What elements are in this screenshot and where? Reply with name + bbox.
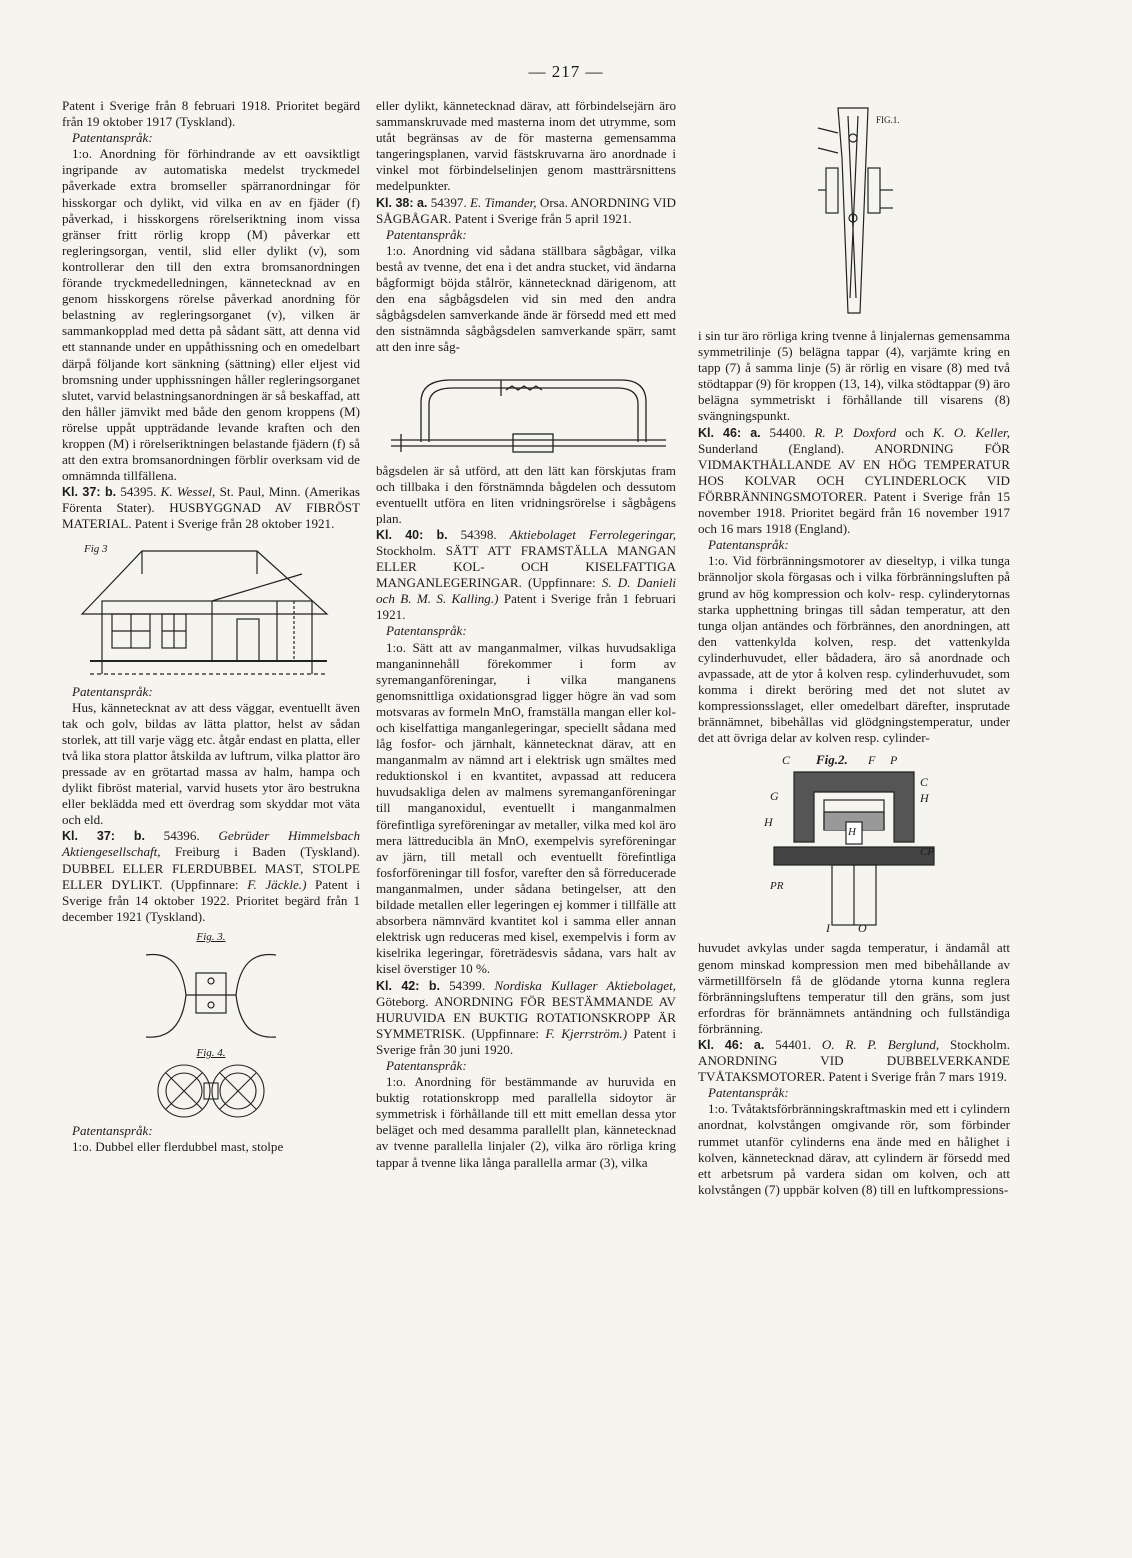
- mast-figures: [126, 929, 296, 1123]
- fig4-label: Fig. 4.: [196, 1047, 226, 1060]
- figure-label: Fig 3: [84, 542, 108, 555]
- inventor-name: F. Kjerrström.): [545, 1025, 628, 1041]
- patent-details: Sunderland (England). ANORDNING FÖR VIDMAKTHÅLLANDE AV EN HÖG TEMPERATUR HOS KOLVAR OCH CYLINDERLOCK VID FÖRBRÄNNINGSMOTORER. Patent i Sverige från 15 november 1918. Prioritet begärd från 16 november 1917 och 16 mars 1918 (England).: [698, 440, 1010, 537]
- patent-details-2: Patent i Sverige från 1 februari 1921.: [376, 591, 676, 623]
- patentee-name: O. R. P. Berglund,: [821, 1037, 940, 1052]
- letter-h-left: H: [764, 815, 773, 830]
- class-label: Kl. 37: b.: [62, 829, 145, 844]
- conjunction: och: [905, 424, 925, 440]
- patent-entry-54397: [376, 195, 676, 227]
- patent-entry-54398: [376, 527, 676, 624]
- figure-label: FIG.1.: [876, 115, 900, 125]
- patent-entry-54395: [62, 484, 360, 532]
- patentee-name: Aktiebolaget Ferrolegeringar,: [509, 526, 677, 542]
- patent-number: 54401.: [775, 1037, 812, 1052]
- claims-heading: Patentanspråk:: [386, 226, 467, 242]
- page-number: — 217 —: [528, 62, 604, 81]
- class-label: Kl. 46: a.: [698, 425, 761, 440]
- claims-heading: Patentanspråk:: [708, 1085, 789, 1101]
- claim-text: 1:o. Anordning för bestämmande av huruvida en buktig rotationskropp med parallella sidoytor är symmetrisk i förhållande till ett mitt emellan dessa ytor beläget och med desamma parallellt plan, kännetecknad av tvenne parallella linjaler (2), vilka äro rörliga kring tappar å tvenne lika långa parallella armar (3), vilka: [376, 1074, 676, 1170]
- letter-h-right: H: [920, 791, 929, 806]
- patent-entry-54401: [698, 1037, 1010, 1085]
- class-label: Kl. 42: b.: [376, 978, 440, 993]
- gauge-figure: [698, 98, 1010, 320]
- patent-entry-54400: [698, 425, 1010, 538]
- fig3-label: Fig. 3.: [196, 930, 226, 943]
- class-label: Kl. 38: a.: [376, 195, 428, 210]
- claims-heading: Patentanspråk:: [386, 1057, 467, 1073]
- letter-cp: CP: [920, 846, 935, 859]
- class-label: Kl. 37: b.: [62, 485, 117, 500]
- class-label: Kl. 46: a.: [698, 1038, 765, 1052]
- claim-text: 1:o. Anordning för förhindrande av ett oavsiktligt ingripande av automatiska medelst tryckmedel påverkade extra bromseller spärranordningar för hisskorgar och dylikt, vid vilka en av en fjäder (f) påverkad, i hisskorgens rörelseriktning inom vissa gränser fritt rörlig kropp (M) påverkar ett regleringsorgan, ventil, slid eller dylikt (v), som kontrollerar den till den extra bromsanordningen förande tryckmedelledningen, kännetecknad av en genom hisskorgens rörelse påverkad anordning för belastning av regleringsorganet (v), vilken är sammankopplad med detta på sådant sätt, att denna vid ett stannande under en uppåthissning och en omedelbart därpå följande kort sänkning (sättning) eller eljest vid bromsning under upphissningen håller regleringsorganet slutet, varvid belastningsanordningen är så beskaffad, att den håller jämvikt med både den genom kroppens (M) rörelse uppåt uppträdande levande kraften och den kroppen (M) i rörelseriktningen belastande fjädern (f) så att den extra bromsanordningen förblir overksam vid de omnämnda tillfällena.: [62, 146, 360, 484]
- claim-text: Hus, kännetecknat av att dess väggar, eventuellt även tak och golv, bildas av lätta plattor, helst av sådan storlek, att till varje vägg etc. åtgår endast en platta, eller två lika stora plattor åtskilda av luftrum, vilka plattor äro pressade av en grötartad massa av halm, hampa och dylikt fibröst material, varvid husets ytor äro bestrukna eller beklädda med ett överdrag som skyddar mot väta och eld.: [62, 699, 360, 828]
- letter-f: F: [868, 753, 876, 768]
- letter-pr: PR: [770, 880, 784, 893]
- patent-number: 54395.: [120, 484, 157, 500]
- column-1: [62, 98, 360, 1155]
- patent-details: Orsa. ANORDNING VID SÅGBÅGAR. Patent i Sverige från 5 april 1921.: [376, 194, 677, 226]
- col1-continued-text: Patent i Sverige från 8 februari 1918. Prioritet begärd från 19 oktober 1917 (Tyskland).: [62, 98, 360, 130]
- patent-entry-54399: [376, 978, 676, 1058]
- claims-heading: Patentanspråk:: [72, 1123, 153, 1139]
- claims-heading: Patentanspråk:: [386, 623, 467, 639]
- claim-text-continued: huvudet avkylas under sagda temperatur, i ändamål att genom minskad kompression men med bibehållande av värmetillförseln få de glödande ytorna kunna reglera förbränningsluftens temperatur till den gräns, som just erfordras för brännämnets antändning och fullständiga förbränning.: [698, 940, 1010, 1036]
- claims-heading: Patentanspråk:: [708, 537, 789, 553]
- patentee-name: E. Timander,: [470, 194, 537, 210]
- patent-details: Göteborg. ANORDNING FÖR BESTÄMMANDE AV HURUVIDA EN BUKTIG ROTATIONSKROPP ÄR SYMMETRISK. (Uppfinnare:: [376, 993, 676, 1041]
- col3-continued-text: i sin tur äro rörliga kring tvenne å linjalernas gemensamma symmetrilinje (5) belägna tappar (4), varjämte kring en tapp (7) å samma linje (5) är rörlig en visare (8) med två stödtappar (9) för kroppen (13, 14), vilka stödtappar (9) äro belägna symmetriskt i förhållande till visarens (8) svängningspunkt.: [698, 328, 1010, 424]
- house-figure: [72, 539, 342, 684]
- claim-text: 1:o. Anordning vid sådana ställbara sågbågar, vilka bestå av tvenne, det ena i det andra stucket, vid ändarna bågformigt böjda stålrör, kännetecknad därigenom, att den ena sågbågsdelen vid sin med den andra sågbågsdelen samverkande ände är försedd med ett med den sistnämnda sågbågsdelen samverkande spärr, samt att den inre såg-: [376, 242, 676, 355]
- class-label: Kl. 40: b.: [376, 527, 448, 542]
- letter-g: G: [770, 789, 779, 804]
- letter-p: P: [890, 753, 898, 768]
- patent-number: 54398.: [460, 526, 497, 542]
- column-2: [376, 98, 676, 1171]
- patent-details: Freiburg i Baden (Tyskland). DUBBEL ELLER FLERDUBBEL MAST, STOLPE ELLER DYLIKT. (Uppfinnare:: [62, 844, 360, 892]
- patent-details: Stockholm. ANORDNING VID DUBBELVERKANDE TVÅTAKSMOTORER. Patent i Sverige från 7 mars 1919.: [698, 1037, 1010, 1085]
- patent-number: 54396.: [163, 828, 200, 844]
- patent-details-2: Patent i Sverige från 14 oktober 1922. Prioritet begärd från 1 december 1921 (Tyskland).: [62, 876, 361, 924]
- claim-text-continued: bågsdelen är så utförd, att den lätt kan förskjutas fram och tillbaka i den förstnämnda bågdelen och dessutom eventuellt utföra en liten vridningsrörelse i sågbågens plan.: [376, 462, 676, 526]
- patent-details-2: Patent i Sverige från 30 juni 1920.: [376, 1025, 677, 1057]
- patentee-name: Gebrüder Himmelsbach Aktiengesellschaft,: [62, 828, 360, 860]
- inventor-name: S. D. Danieli och B. M. S. Kalling.): [376, 575, 676, 607]
- patent-number: 54397.: [430, 194, 467, 210]
- column-3: [698, 98, 1010, 1198]
- claim-text: 1:o. Dubbel eller flerdubbel mast, stolpe: [72, 1139, 284, 1155]
- letter-i: I: [826, 921, 830, 936]
- patent-entry-54396: [62, 828, 360, 925]
- patentee-name: Nordiska Kullager Aktiebolaget,: [494, 977, 676, 993]
- figure-label: Fig.2.: [816, 752, 848, 768]
- claim-text: 1:o. Tvåtaktsförbränningskraftmaskin med ett i cylindern anordnat, kolvstången omgivande rör, som förbinder rummet utanför cylinderns ena ände med en hålighet i kolven, kännetecknad därav, att cylindern är försedd med ett arbetsrum på vardera sidan om kolven, och att kolvstången (7) uppbär kolven (8) till en luftkompressions-: [698, 1101, 1010, 1197]
- patentee-name: R. P. Doxford: [814, 424, 897, 440]
- claims-heading: Patentanspråk:: [72, 130, 153, 146]
- patent-number: 54399.: [449, 977, 486, 993]
- claim-text: 1:o. Sätt att av manganmalmer, vilkas huvudsakliga manganinnehåll förekommer i form av syremanganföreningar, i vilka manganens genomsnittliga oxidationsgrad ligger högre än vad som motsvaras av formeln MnO, framställa mangan eller kol- och kiselfattiga manganlegeringar, speciellt sådana med låg fosfor- och järnhalt, kännetecknat därav, att en manganmalm av nämnd art i elektrisk ugn smältes med reduktionskol i en kvantitet, avpassad att reducera huvudsakliga delen av malmens syremanganföreningar till manganoxidul, eventuellt i manganmalmen förefintliga syreföreningar av metaller, vilka med kol äro mera lättreducibla än MnO, exempelvis syreföreningar av järn, till metall och eventuellt förefintliga fosforföreningar till fosfor, varefter den så förreducerade manganmalmen, under sådana betingelser, att den bildade metallen eller legeringen ej kommer i tillfälle att absorbera nämnvärd kvantitet kol i samma eller annan elektrisk ugn reduceras med kisel, exempelvis i form av kiselrika legeringar, företrädesvis sådana, vars halt av kisel överstiger 10 %.: [376, 639, 676, 977]
- inventor-name: F. Jäckle.): [247, 876, 307, 892]
- patentee-name: K. Wessel,: [160, 484, 216, 500]
- letter-c: C: [782, 753, 791, 768]
- claim-text: 1:o. Vid förbränningsmotorer av dieseltyp, i vilka tunga brännoljor skola förgasas och i vilka förbränningsluften på grund av hög kompression och kolv- resp. cylinderytornas starka upphettning bringas till sådan temperatur, att den tunga oljan antändes och förbrännes, den anordningen, att den vattenkylda kolven, resp. det vattenkylda cylinderhuvudet, eller bådadera, äro så anordnade och avpassade, att de ytor å kolven resp. cylinderhuvudet, som komma i direkt beröring med det not slutet av kompressionsslaget, eller omedelbart därefter, insprutade brännämnet, bibehållas vid glödgningstemperatur, under det att övriga delar av kolven resp. cylinder-: [698, 553, 1010, 746]
- letter-c-right: C: [920, 775, 929, 790]
- claims-heading: Patentanspråk:: [72, 683, 153, 699]
- patentee-name-2: K. O. Keller,: [932, 424, 1010, 440]
- patent-details: St. Paul, Minn. (Amerikas Förenta Stater). HUSBYGGNAD AV FIBRÖST MATERIAL. Patent i Sverige från 28 oktober 1921.: [62, 484, 361, 532]
- patent-number: 54400.: [769, 424, 806, 440]
- saw-frame-figure: [381, 362, 671, 457]
- col2-continued-text: eller dylikt, kännetecknad därav, att förbindelsejärn äro sammanskruvade med masterna inom det utrymme, som utåt begränsas av de för masterna gemensamma tangeringsplanen, varvid fästskruvarna äro anordnade i vinkel mot förbindelselinjen genom mastträrsnittens medelpunkter.: [376, 98, 676, 194]
- letter-o: O: [858, 921, 867, 936]
- piston-figure: [764, 752, 944, 938]
- letter-h-center: H: [848, 826, 856, 839]
- patent-details: Stockholm. SÄTT ATT FRAMSTÄLLA MANGAN ELLER KOL- OCH KISELFATTIGA MANGANLEGERINGAR. (Uppfinnare:: [376, 542, 676, 591]
